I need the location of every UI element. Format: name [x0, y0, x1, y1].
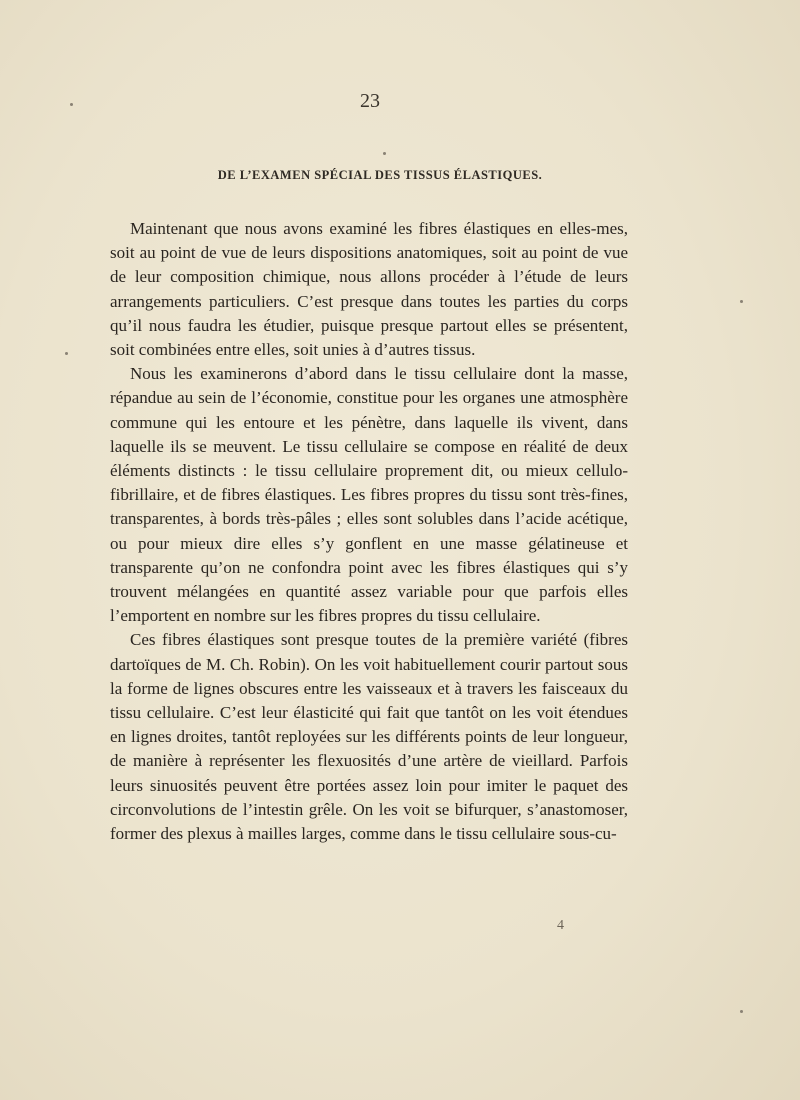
- page-number: 23: [360, 90, 380, 112]
- paper-speck: [383, 152, 386, 155]
- paragraph-3: Ces fibres élastiques sont presque toutes de la première variété (fibres dartoïques de M. Ch. Robin). On les voit habituellement courir partout sous la forme de lignes obscures entre les vaisseaux et à travers les faisceaux du tissu cellulaire. C’est leur élasticité qui fait que tantôt on les voit étendues en lignes droites, tantôt reployées sur les différents points de leur longueur, de manière à représenter les flexuosités d’une artère de vieillard. Parfois leurs sinuosités peuvent être portées assez loin pour imiter le paquet des circonvolutions de l’intestin grêle. On les voit se bifurquer, s’anastomoser, former des plexus à mailles larges, comme dans le tissu cellulaire sous-cu-: [110, 630, 628, 844]
- paragraph-2: Nous les examinerons d’abord dans le tissu cellulaire dont la masse, répandue au sein de l’économie, constitue pour les organes une atmosphère commune qui les entoure et les pénètre, dans laquelle ils vivent, dans laquelle ils se meuvent. Le tissu cellulaire se compose en réalité de deux éléments distincts : le tissu cellulaire proprement dit, ou mieux cellulo-fibrillaire, et de fibres élastiques. Les fibres propres du tissu sont très-fines, transparentes, à bords très-pâles ; elles sont solubles dans l’acide acétique, ou pour mieux dire elles s’y gonflent en une masse gélatineuse et transparente qu’on ne confondra point avec les fibres élastiques qui s’y trouvent mélangées en quantité assez variable pour que parfois elles l’emportent en nombre sur les fibres propres du tissu cellulaire.: [110, 364, 628, 626]
- section-title: DE L’EXAMEN SPÉCIAL DES TISSUS ÉLASTIQUES.: [217, 168, 543, 182]
- paper-speck: [65, 352, 68, 355]
- paper-speck: [70, 103, 73, 106]
- paper-speck: [740, 1010, 743, 1013]
- paper-speck: [740, 300, 743, 303]
- signature-mark: 4: [557, 918, 564, 933]
- paragraph-1: Maintenant que nous avons examiné les fibres élastiques en elles-mes, soit au point de vue de leurs dispositions anatomiques, soit au point de vue de leur composition chimique, nous allons procéder à l’étude de leurs arrangements particuliers. C’est presque dans toutes les parties du corps qu’il nous faudra les étudier, puisque presque partout elles se présentent, soit combinées entre elles, soit unies à d’autres tissus.: [110, 219, 628, 360]
- body-text: [110, 217, 628, 846]
